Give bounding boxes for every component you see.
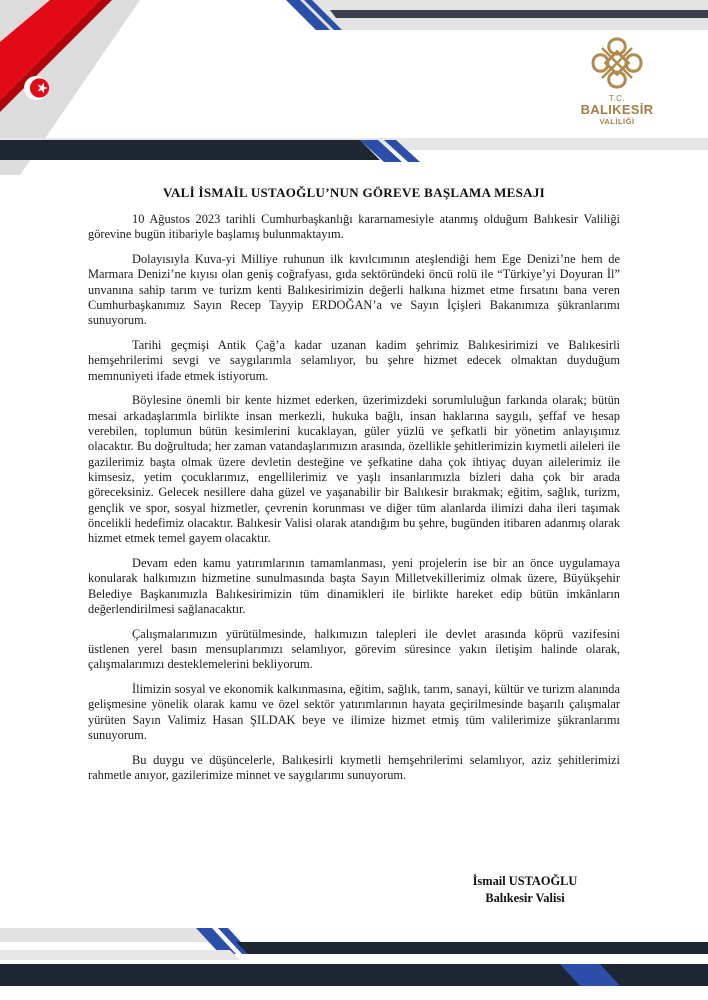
balikesir-valiligi-logo: [572, 34, 662, 126]
header-dark-bar: [0, 140, 380, 160]
paragraph: Çalışmalarımızın yürütülmesinde, halkımızın talepleri ile devlet arasında köprü vazifesini üstlenen yerel basın mensuplarımızı selamlıyor, görevim süresince yakın iletişim halinde olarak, çalışmalarımızı desteklemelerini bekliyorum.: [88, 626, 620, 672]
signature-title: Balıkesir Valisi: [485, 891, 565, 905]
paragraph: Böylesine önemli bir kente hizmet ederken, üzerimizdeki sorumluluğun farkında olarak; bütün mesai arkadaşlarımla birlikte insan merkezli, hukuka bağlı, insan haklarına saygılı, şeffaf ve hesap verebilen, toplumun bütün kesimlerini kucaklayan, güler yüzlü ve şefkatli bir yönetim anlayışımız olacaktır. Bu doğrultuda; her zaman vatandaşlarımızın arasında, özellikle şehitlerimizin kıymetli aileleri ile gazilerimiz başta olmak üzere devletin desteğine ve şefkatine daha çok ihtiyaç duyan ailelerimiz ile kimsesiz, yetim çocuklarımız, engellilerimiz ve yaşlı insanlarımızla bizleri daha çok bir arada göreceksiniz. Gelecek nesillere daha güzel ve yaşanabilir bir Balıkesir bırakmak; eğitim, sağlık, turizm, gençlik ve spor, sosyal hizmetler, çevrenin korunması ve diğer tüm alanlarda ilimizi daha ileri taşımak öncelikli hedefimiz olacaktır. Balıkesir Valisi olarak atandığım bu şehre, bugünden itibaren adanmış olarak hizmet etmek temel gayem olacaktır.: [88, 393, 620, 546]
paragraph: 10 Ağustos 2023 tarihli Cumhurbaşkanlığı kararnamesiyle atanmış olduğum Balıkesir Valiliği görevine bugün itibariyle başlamış bulunmaktayım.: [88, 212, 620, 242]
paragraph: Bu duygu ve düşüncelerle, Balıkesirli kıymetli hemşehrilerimi selamlıyor, aziz şehitlerimizi rahmetle anıyor, gazilerimize minnet ve saygılarımı sunuyorum.: [88, 752, 620, 782]
footer-dark-bar: [236, 942, 708, 954]
logo-subtitle: VALİLİĞİ: [599, 117, 635, 126]
logo-city: BALIKESİR: [580, 102, 654, 117]
signature-block: [450, 873, 600, 907]
document-title: VALİ İSMAİL USTAOĞLU’NUN GÖREVE BAŞLAMA MESAJI: [162, 185, 546, 200]
footer-gray-band: [0, 928, 215, 942]
paragraph: İlimizin sosyal ve ekonomik kalkınmasına, eğitim, sağlık, tarım, sanayi, kültür ve turizm alanında gelişmesine yönelik olarak kamu ve özel sektör yatırımlarının hayata geçirilmesinde başarılı çalışmalar yürüten Sayın Valimiz Hasan ŞILDAK beye ve ilimize hizmet etmiş tüm valilerimize şükranlarımı sunuyorum.: [88, 682, 620, 742]
logo-tc: T.C.: [608, 94, 626, 103]
document-body: [88, 212, 620, 793]
footer-gray-lower: [0, 950, 240, 960]
signature-name: İsmail USTAOĞLU: [472, 874, 578, 888]
paragraph: Tarihi geçmişi Antik Çağ’a kadar uzanan kadim şehrimiz Balıkesirimizi ve Balıkesirli hemşehrilerimi sevgi ve saygılarımla selamlıyor, bu şehre hizmet edecek olmaktan duyduğum memnuniyeti ifade etmek istiyorum.: [88, 338, 620, 383]
paragraph: Dolayısıyla Kuva-yi Milliye ruhunun ilk kıvılcımının ateşlendiği hem Ege Denizi’ne hem de Marmara Denizi’ne kıyısı olan geniş coğrafyası, gıda sektöründeki öncü rolü ile “Türkiye’yi Doyuran İl” unvanına sahip tarım ve turizm kenti Balıkesirimizin değerli halkına hizmet etme fırsatını bana veren Cumhurbaşkanımız Sayın Recep Tayyip ERDOĞAN’a ve Sayın İçişleri Bakanımıza şükranlarımı sunuyorum.: [88, 252, 620, 328]
paragraph: Devam eden kamu yatırımlarının tamamlanması, yeni projelerin ise bir an önce uygulamaya konularak halkımızın hizmetine sunulmasında başta Sayın Milletvekillerimiz olmak üzere, Büyükşehir Belediye Başkanımızla Balıkesirimizin tüm dinamikleri ile birlikte hareket edip bütün imkânların değerlendirilmesi sağlanacaktır.: [88, 555, 620, 616]
header-top-bar: [330, 10, 708, 18]
logo-emblem-icon: [588, 34, 646, 92]
footer-banner: [0, 920, 708, 1000]
